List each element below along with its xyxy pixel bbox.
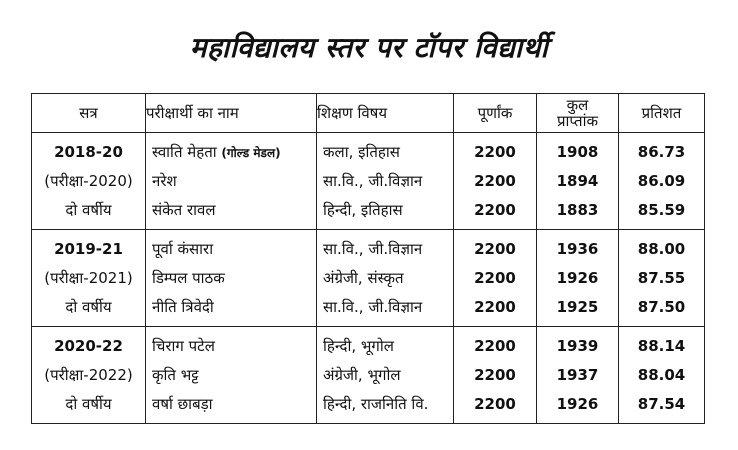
percentage-value: 87.54 (637, 395, 686, 413)
header-full-marks: पूर्णांक (454, 94, 537, 133)
student-name: चिराग पटेल (152, 337, 215, 355)
session-years: 2018-20 (54, 143, 123, 161)
subject-text: अंग्रेजी, भूगोल (323, 366, 401, 384)
student-name: नीति त्रिवेदी (152, 298, 214, 316)
full-marks-value: 2200 (474, 395, 516, 413)
obtained-cell (537, 327, 619, 424)
header-obtained-line2: प्राप्तांक (557, 112, 598, 130)
header-row (32, 94, 705, 133)
full-marks-cell (454, 230, 537, 327)
student-name: वर्षा छाबड़ा (152, 395, 213, 413)
percentage-value: 85.59 (637, 201, 686, 219)
student-name-cell (146, 327, 317, 424)
subject-text: हिन्दी, इतिहास (323, 201, 403, 219)
full-marks-value: 2200 (474, 298, 516, 316)
obtained-value: 1926 (556, 395, 599, 413)
student-name-text: स्वाति मेहता (152, 143, 217, 161)
student-name: कृति भट्ट (152, 366, 199, 384)
full-marks-cell (454, 327, 537, 424)
percentage-value: 88.04 (637, 366, 686, 384)
obtained-cell (537, 133, 619, 230)
percentage-value: 88.00 (637, 240, 686, 258)
percentage-value: 87.50 (637, 298, 686, 316)
obtained-value: 1925 (556, 298, 599, 316)
table-row (32, 230, 705, 327)
obtained-value: 1939 (556, 337, 599, 355)
session-cell (32, 133, 146, 230)
subject-text: सा.वि., जी.विज्ञान (323, 240, 423, 258)
student-name: पूर्वा कंसारा (152, 240, 214, 258)
session-cell (32, 327, 146, 424)
obtained-value: 1883 (556, 201, 599, 219)
obtained-value: 1926 (556, 269, 599, 287)
percentage-cell (619, 230, 705, 327)
student-name-cell (146, 133, 317, 230)
student-name: संकेत रावल (152, 201, 216, 219)
gold-medal-badge: (गोल्ड मेडल) (221, 146, 281, 160)
subject-text: हिन्दी, राजनिति वि. (323, 395, 429, 413)
session-exam: (परीक्षा-2020) (44, 172, 133, 190)
subject-text: सा.वि., जी.विज्ञान (323, 172, 423, 190)
full-marks-value: 2200 (474, 201, 516, 219)
student-name: डिम्पल पाठक (152, 269, 225, 287)
full-marks-value: 2200 (474, 172, 516, 190)
obtained-value: 1937 (556, 366, 599, 384)
obtained-value: 1894 (556, 172, 599, 190)
student-name (146, 138, 316, 167)
full-marks-cell (454, 133, 537, 230)
percentage-cell (619, 327, 705, 424)
table-row (32, 133, 705, 230)
student-name: नरेश (152, 172, 177, 190)
session-exam: (परीक्षा-2022) (44, 366, 133, 384)
session-duration: दो वर्षीय (65, 395, 112, 413)
full-marks-value: 2200 (474, 240, 516, 258)
page-title: महाविद्यालय स्तर पर टॉपर विद्यार्थी (189, 31, 549, 64)
full-marks-value: 2200 (474, 143, 516, 161)
full-marks-value: 2200 (474, 366, 516, 384)
header-student-name: परीक्षार्थी का नाम (146, 94, 317, 133)
obtained-value: 1908 (556, 143, 599, 161)
full-marks-value: 2200 (474, 269, 516, 287)
subject-text: अंग्रेजी, संस्कृत (323, 269, 404, 287)
percentage-value: 86.73 (637, 143, 686, 161)
header-obtained (537, 94, 619, 133)
percentage-value: 86.09 (637, 172, 686, 190)
session-cell (32, 230, 146, 327)
subject-cell (317, 327, 454, 424)
header-subject: शिक्षण विषय (317, 94, 454, 133)
obtained-cell (537, 230, 619, 327)
obtained-value: 1936 (556, 240, 599, 258)
session-years: 2019-21 (54, 240, 123, 258)
percentage-cell (619, 133, 705, 230)
header-percentage: प्रतिशत (619, 94, 705, 133)
percentage-value: 88.14 (637, 337, 686, 355)
header-session: सत्र (32, 94, 146, 133)
toppers-table (31, 93, 705, 424)
session-duration: दो वर्षीय (65, 298, 112, 316)
session-years: 2020-22 (54, 337, 123, 355)
subject-text: हिन्दी, भूगोल (323, 337, 394, 355)
table-row (32, 327, 705, 424)
subject-cell (317, 133, 454, 230)
session-exam: (परीक्षा-2021) (44, 269, 133, 287)
subject-text: कला, इतिहास (323, 143, 400, 161)
subject-text: सा.वि., जी.विज्ञान (323, 298, 423, 316)
header-obtained-line1: कुल (566, 96, 589, 114)
percentage-value: 87.55 (637, 269, 686, 287)
student-name-cell (146, 230, 317, 327)
subject-cell (317, 230, 454, 327)
session-duration: दो वर्षीय (65, 201, 112, 219)
full-marks-value: 2200 (474, 337, 516, 355)
